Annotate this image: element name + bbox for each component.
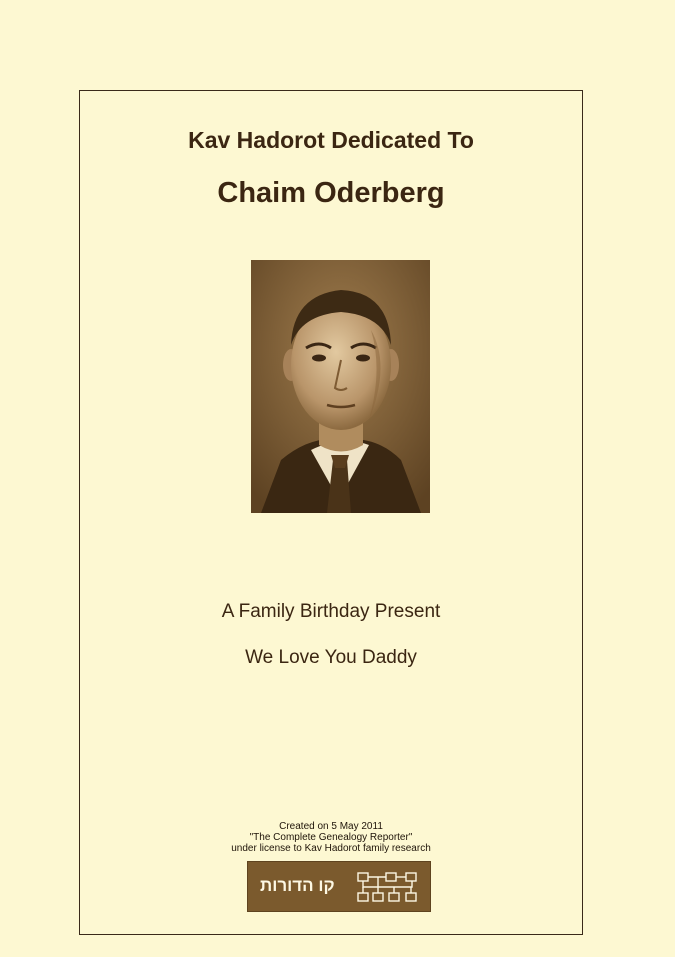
family-tree-icon bbox=[356, 871, 422, 910]
logo-text: קו הדורות bbox=[260, 876, 335, 895]
product-name: "The Complete Genealogy Reporter" bbox=[249, 832, 413, 843]
created-date: Created on 5 May 2011 bbox=[279, 821, 383, 832]
dedication-title: Kav Hadorot Dedicated To bbox=[188, 127, 474, 153]
credits-block bbox=[80, 821, 582, 854]
kav-hadorot-logo bbox=[247, 861, 431, 912]
page-frame bbox=[79, 90, 583, 935]
portrait-photo bbox=[251, 260, 430, 513]
honoree-name: Chaim Oderberg bbox=[217, 177, 445, 209]
message-line-2: We Love You Daddy bbox=[245, 647, 417, 668]
license-note: under license to Kav Hadorot family research bbox=[231, 843, 431, 854]
message-line-1: A Family Birthday Present bbox=[221, 601, 441, 622]
